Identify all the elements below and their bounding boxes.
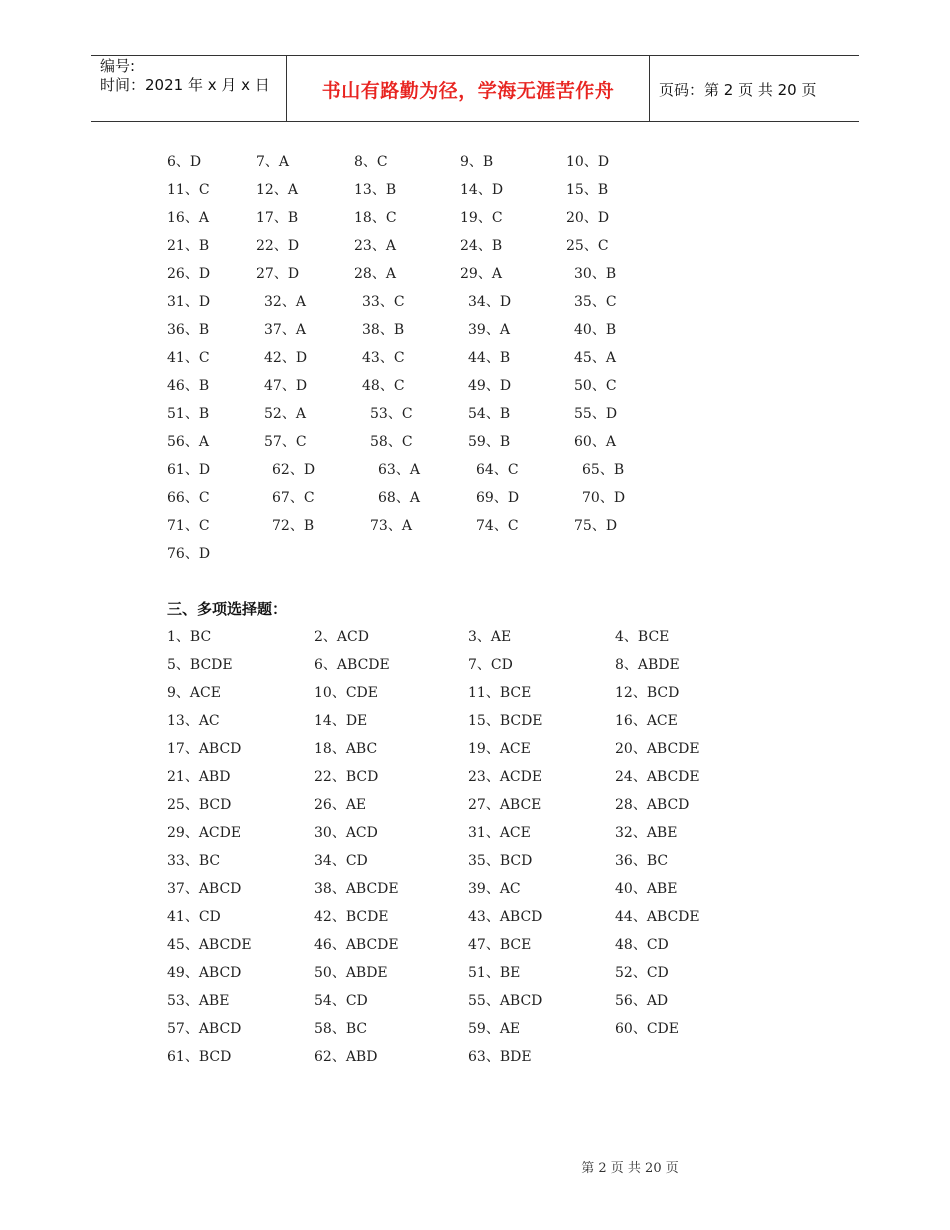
multiple-answer-item: 5、BCDE — [167, 657, 233, 673]
multiple-answer-item: 16、ACE — [615, 713, 678, 729]
multiple-answer-item: 52、CD — [615, 965, 669, 981]
single-answer-item: 49、D — [468, 378, 512, 394]
single-answer-item: 76、D — [167, 546, 211, 562]
single-answer-item: 9、B — [460, 154, 494, 170]
multiple-answer-item: 28、ABCD — [615, 797, 690, 813]
multiple-answer-item: 21、ABD — [167, 769, 231, 785]
single-answer-item: 8、C — [354, 154, 388, 170]
multiple-answer-item: 19、ACE — [468, 741, 531, 757]
single-answer-item: 29、A — [460, 266, 502, 282]
single-answer-item: 18、C — [354, 210, 397, 226]
multiple-answer-item: 12、BCD — [615, 685, 680, 701]
multiple-answer-item: 45、ABCDE — [167, 937, 252, 953]
single-answer-item: 73、A — [370, 518, 412, 534]
multiple-answer-item: 38、ABCDE — [314, 881, 399, 897]
multiple-answer-item: 57、ABCD — [167, 1021, 242, 1037]
single-answer-item: 17、B — [256, 210, 299, 226]
single-answer-item: 7、A — [256, 154, 290, 170]
single-answer-item: 24、B — [460, 238, 503, 254]
single-answer-item: 50、C — [574, 378, 617, 394]
single-answer-item: 35、C — [574, 294, 617, 310]
single-answer-item: 70、D — [582, 490, 626, 506]
multiple-answer-item: 26、AE — [314, 797, 367, 813]
single-answer-item: 12、A — [256, 182, 298, 198]
multiple-answer-item: 40、ABE — [615, 881, 678, 897]
time-label: 时间：2021 年 x 月 x 日 — [100, 76, 270, 94]
single-answer-item: 62、D — [272, 462, 316, 478]
multiple-answer-item: 53、ABE — [167, 993, 230, 1009]
multiple-answer-item: 56、AD — [615, 993, 669, 1009]
single-answer-item: 10、D — [566, 154, 610, 170]
multiple-answer-item: 22、BCD — [314, 769, 379, 785]
multiple-answer-item: 47、BCE — [468, 937, 532, 953]
multiple-answer-item: 3、AE — [468, 629, 512, 645]
single-answer-item: 69、D — [476, 490, 520, 506]
multiple-answer-item: 50、ABDE — [314, 965, 388, 981]
single-answer-item: 71、C — [167, 518, 210, 534]
multiple-answer-item: 63、BDE — [468, 1049, 532, 1065]
page-footer: 第 2 页 共 20 页 — [581, 1161, 679, 1176]
multiple-answer-item: 25、BCD — [167, 797, 232, 813]
single-answer-item: 64、C — [476, 462, 519, 478]
single-answer-item: 19、C — [460, 210, 503, 226]
single-answer-item: 60、A — [574, 434, 616, 450]
single-answer-item: 74、C — [476, 518, 519, 534]
multiple-answer-item: 24、ABCDE — [615, 769, 700, 785]
multiple-answer-item: 36、BC — [615, 853, 669, 869]
multiple-answer-item: 1、BC — [167, 629, 212, 645]
header-top-rule — [91, 55, 859, 56]
single-answer-item: 38、B — [362, 322, 405, 338]
multiple-answer-item: 60、CDE — [615, 1021, 679, 1037]
single-answer-item: 72、B — [272, 518, 315, 534]
multiple-answer-item: 46、ABCDE — [314, 937, 399, 953]
single-answer-item: 20、D — [566, 210, 610, 226]
single-answer-item: 68、A — [378, 490, 420, 506]
header-page-info: 页码：第 2 页 共 20 页 — [659, 81, 817, 99]
serial-label: 编号: — [100, 57, 136, 75]
multiple-answer-item: 27、ABCE — [468, 797, 542, 813]
single-answer-item: 41、C — [167, 350, 210, 366]
multiple-answer-item: 41、CD — [167, 909, 221, 925]
multiple-answer-item: 20、ABCDE — [615, 741, 700, 757]
single-answer-item: 15、B — [566, 182, 609, 198]
single-answer-item: 58、C — [370, 434, 413, 450]
single-answer-item: 75、D — [574, 518, 618, 534]
multiple-answer-item: 32、ABE — [615, 825, 678, 841]
multiple-answer-item: 31、ACE — [468, 825, 531, 841]
multiple-answer-item: 54、CD — [314, 993, 368, 1009]
single-answer-item: 51、B — [167, 406, 210, 422]
single-answer-item: 26、D — [167, 266, 211, 282]
single-answer-item: 55、D — [574, 406, 618, 422]
single-answer-item: 43、C — [362, 350, 405, 366]
multiple-answer-item: 8、ABDE — [615, 657, 680, 673]
multiple-answer-item: 61、BCD — [167, 1049, 232, 1065]
multiple-answer-item: 35、BCD — [468, 853, 533, 869]
single-answer-item: 66、C — [167, 490, 210, 506]
single-answer-item: 44、B — [468, 350, 511, 366]
single-answer-item: 59、B — [468, 434, 511, 450]
header-bottom-rule — [91, 121, 859, 122]
single-answer-item: 11、C — [167, 182, 210, 198]
multiple-answer-item: 30、ACD — [314, 825, 378, 841]
single-answer-item: 14、D — [460, 182, 504, 198]
single-answer-item: 23、A — [354, 238, 396, 254]
multiple-answer-item: 33、BC — [167, 853, 221, 869]
header-meta — [100, 57, 270, 95]
single-answer-item: 57、C — [264, 434, 307, 450]
single-answer-item: 45、A — [574, 350, 616, 366]
single-answer-item: 32、A — [264, 294, 306, 310]
single-answer-item: 16、A — [167, 210, 209, 226]
multiple-answer-item: 34、CD — [314, 853, 368, 869]
single-answer-item: 31、D — [167, 294, 211, 310]
single-answer-item: 40、B — [574, 322, 617, 338]
single-answer-item: 13、B — [354, 182, 397, 198]
header-divider-right — [649, 56, 650, 121]
single-answer-item: 22、D — [256, 238, 300, 254]
single-answer-item: 67、C — [272, 490, 315, 506]
multiple-answer-item: 42、BCDE — [314, 909, 389, 925]
multiple-answer-item: 48、CD — [615, 937, 669, 953]
multiple-answer-item: 49、ABCD — [167, 965, 242, 981]
multiple-answer-item: 39、AC — [468, 881, 521, 897]
single-answer-item: 28、A — [354, 266, 396, 282]
multiple-answer-item: 58、BC — [314, 1021, 368, 1037]
multiple-answer-item: 55、ABCD — [468, 993, 543, 1009]
multiple-answer-item: 44、ABCDE — [615, 909, 700, 925]
multiple-answer-item: 37、ABCD — [167, 881, 242, 897]
single-answer-item: 48、C — [362, 378, 405, 394]
single-answer-item: 63、A — [378, 462, 420, 478]
single-answer-item: 61、D — [167, 462, 211, 478]
multiple-answer-item: 51、BE — [468, 965, 521, 981]
multiple-answer-item: 4、BCE — [615, 629, 670, 645]
multiple-answer-item: 7、CD — [468, 657, 513, 673]
single-answer-item: 34、D — [468, 294, 512, 310]
single-answer-item: 27、D — [256, 266, 300, 282]
single-answer-item: 56、A — [167, 434, 209, 450]
multiple-answer-item: 59、AE — [468, 1021, 521, 1037]
multiple-answer-item: 6、ABCDE — [314, 657, 390, 673]
single-answer-item: 6、D — [167, 154, 202, 170]
multiple-answer-item: 23、ACDE — [468, 769, 543, 785]
single-answer-item: 52、A — [264, 406, 306, 422]
multiple-answer-item: 62、ABD — [314, 1049, 378, 1065]
single-answer-item: 36、B — [167, 322, 210, 338]
multiple-answer-item: 11、BCE — [468, 685, 532, 701]
multiple-answer-item: 18、ABC — [314, 741, 378, 757]
single-answer-item: 25、C — [566, 238, 609, 254]
single-answer-item: 46、B — [167, 378, 210, 394]
multiple-answer-item: 14、DE — [314, 713, 368, 729]
single-answer-item: 30、B — [574, 266, 617, 282]
single-answer-item: 47、D — [264, 378, 308, 394]
header-motto: 书山有路勤为径，学海无涯苦作舟 — [321, 80, 615, 102]
multiple-answer-item: 43、ABCD — [468, 909, 543, 925]
single-answer-item: 37、A — [264, 322, 306, 338]
single-answer-item: 42、D — [264, 350, 308, 366]
multiple-answer-item: 2、ACD — [314, 629, 369, 645]
multiple-answer-item: 9、ACE — [167, 685, 221, 701]
single-answer-item: 21、B — [167, 238, 210, 254]
section-title-multiple-choice: 三、多项选择题： — [167, 600, 288, 618]
multiple-answer-item: 15、BCDE — [468, 713, 543, 729]
single-answer-item: 65、B — [582, 462, 625, 478]
single-answer-item: 39、A — [468, 322, 510, 338]
single-answer-item: 33、C — [362, 294, 405, 310]
single-answer-item: 54、B — [468, 406, 511, 422]
multiple-answer-item: 17、ABCD — [167, 741, 242, 757]
multiple-answer-item: 13、AC — [167, 713, 220, 729]
multiple-answer-item: 29、ACDE — [167, 825, 242, 841]
multiple-answer-item: 10、CDE — [314, 685, 378, 701]
single-answer-item: 53、C — [370, 406, 413, 422]
